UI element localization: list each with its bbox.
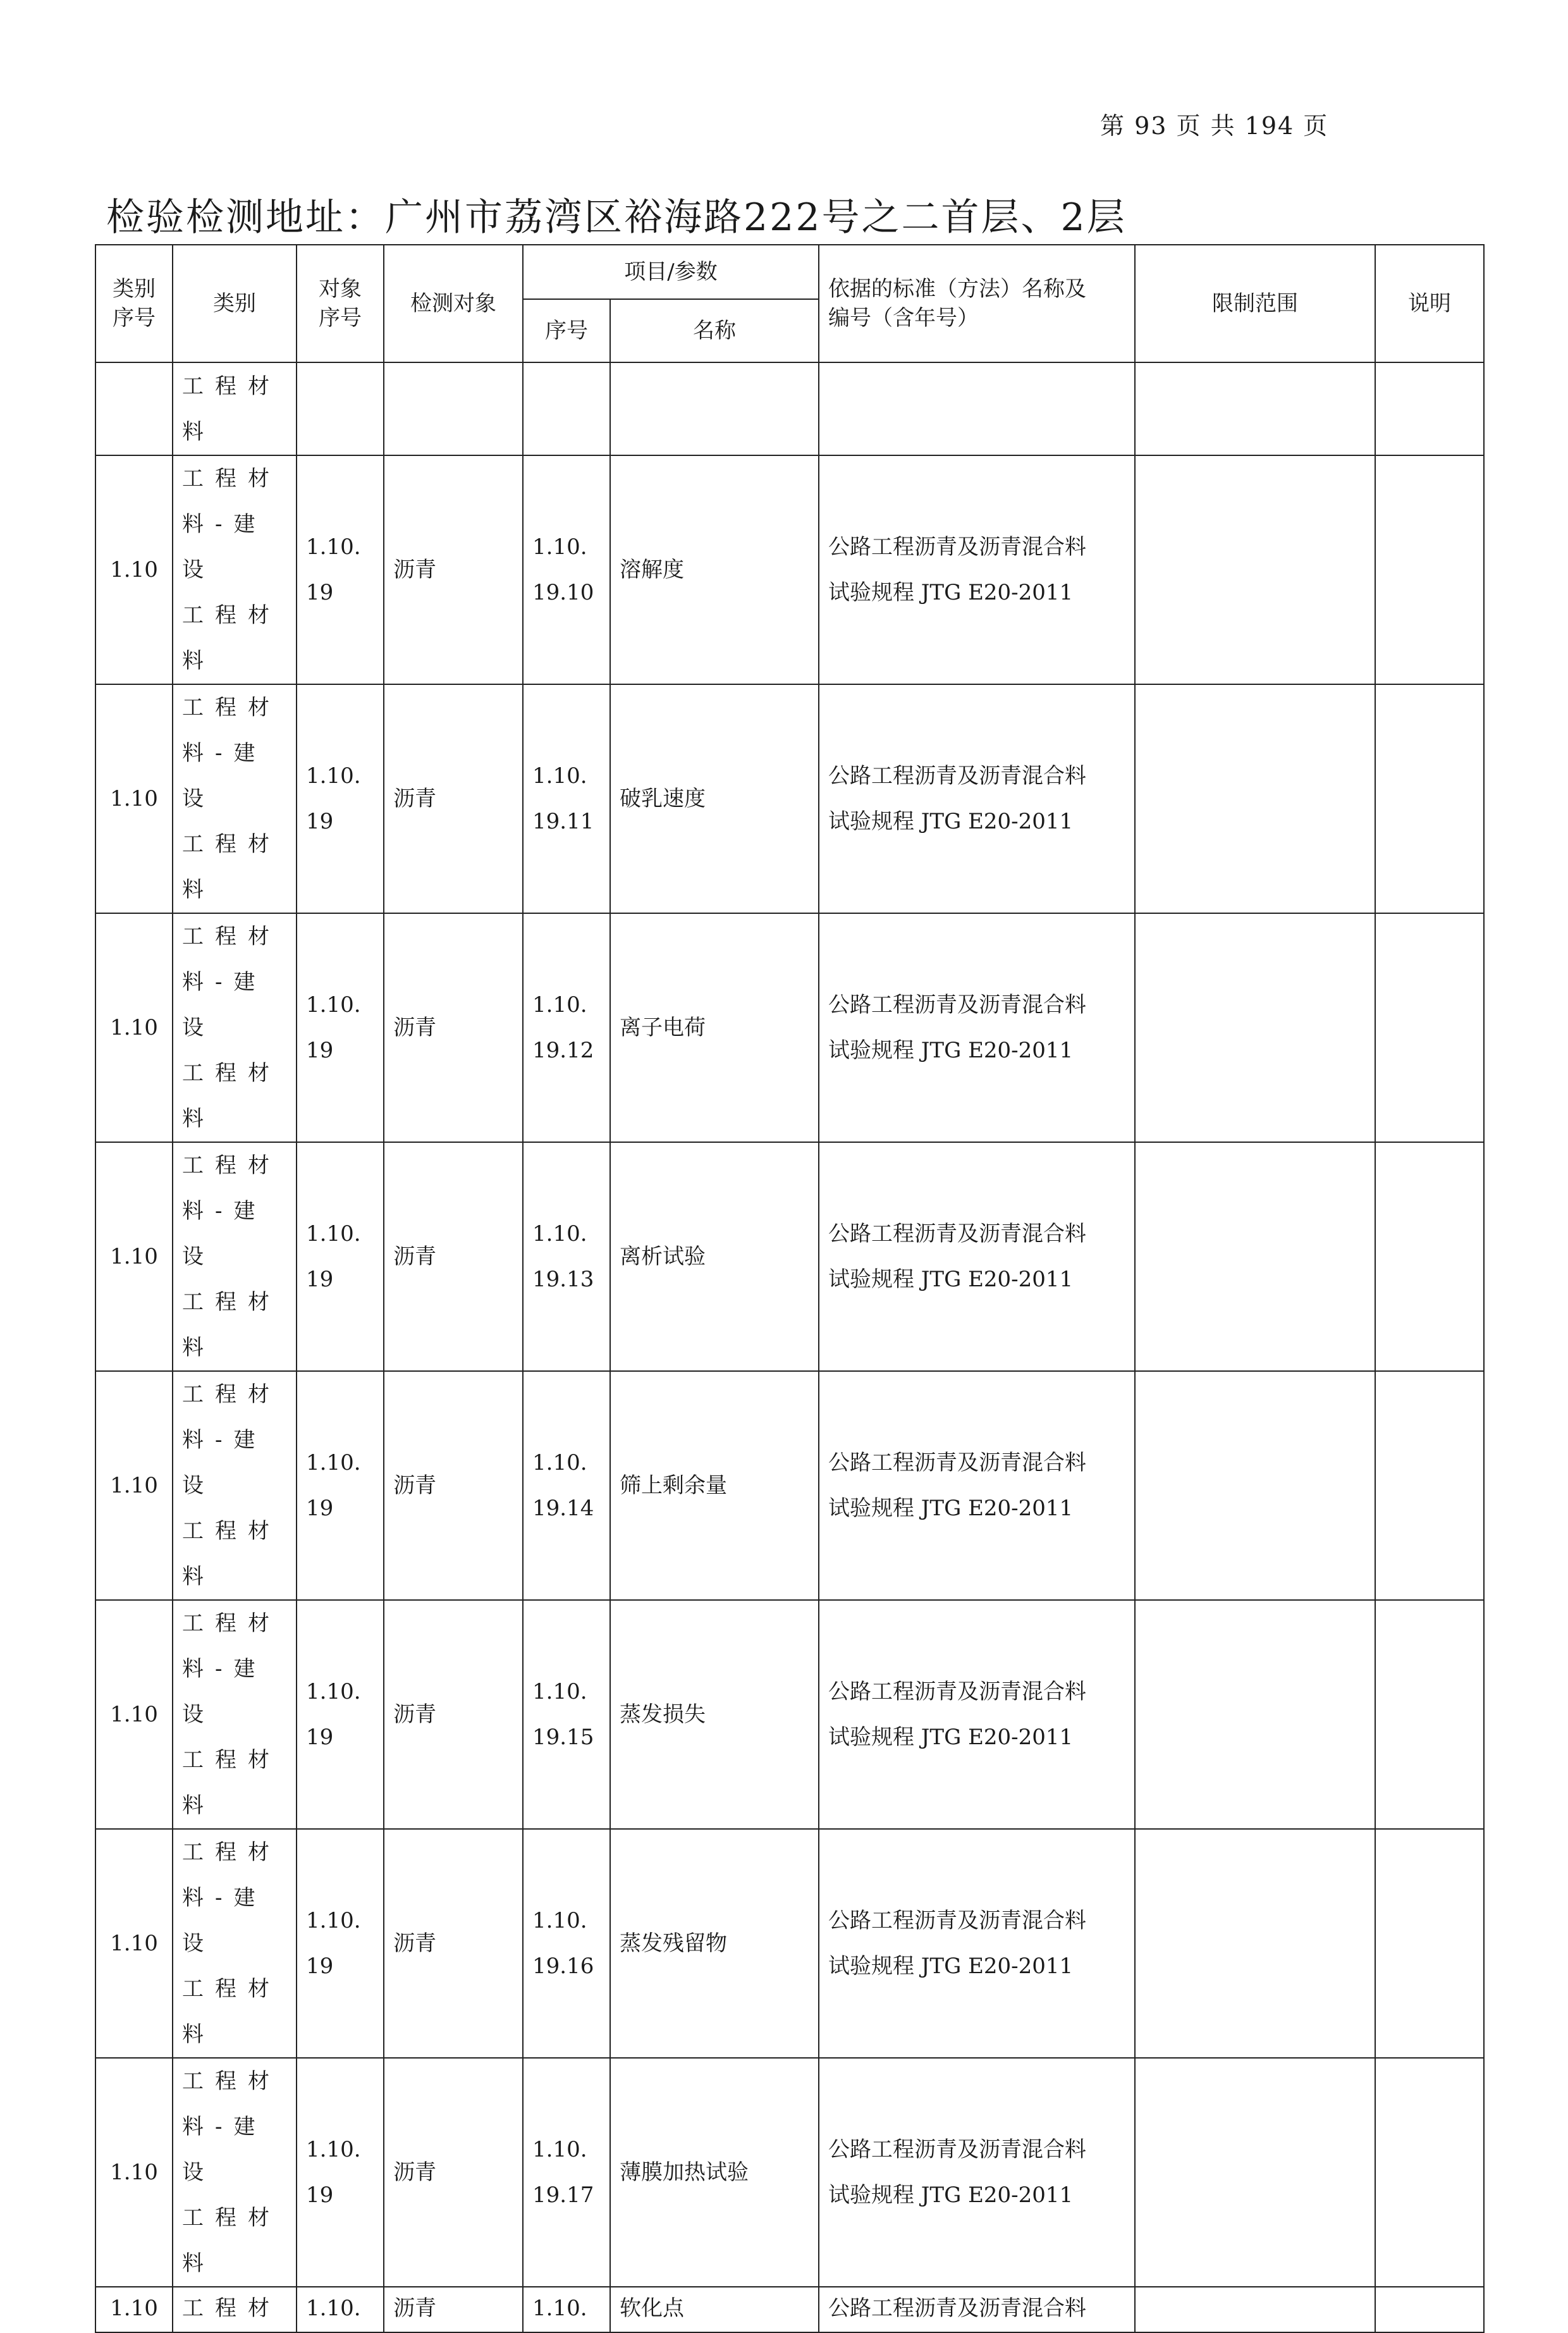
cell-limit bbox=[1135, 2058, 1375, 2287]
cell-limit bbox=[1135, 1829, 1375, 2058]
cell-standard: 公路工程沥青及沥青混合料 试验规程 JTG E20-2011 bbox=[819, 1371, 1135, 1600]
cell-item-name: 薄膜加热试验 bbox=[610, 2058, 819, 2287]
header-object-no: 对象 序号 bbox=[297, 245, 384, 362]
cell-category-no: 1.10 bbox=[95, 1371, 173, 1600]
cell-item-name: 筛上剩余量 bbox=[610, 1371, 819, 1600]
cell-standard bbox=[819, 362, 1135, 455]
cell-category-no: 1.10 bbox=[95, 2058, 173, 2287]
cell-item-no: 1.10. 19.15 bbox=[523, 1600, 610, 1829]
cell-object-no: 1.10. 19 bbox=[297, 1829, 384, 2058]
cell-note bbox=[1375, 913, 1484, 1142]
header-item-param: 项目/参数 bbox=[523, 245, 819, 299]
cell-note bbox=[1375, 1142, 1484, 1371]
table-row bbox=[95, 1371, 1484, 1600]
cell-note bbox=[1375, 455, 1484, 684]
cell-object: 沥青 bbox=[384, 684, 523, 913]
cell-limit bbox=[1135, 2287, 1375, 2332]
cell-object: 沥青 bbox=[384, 1600, 523, 1829]
header-item-no: 序号 bbox=[523, 299, 610, 362]
cell-category-no: 1.10 bbox=[95, 1600, 173, 1829]
table-row bbox=[95, 455, 1484, 684]
cell-item-name: 破乳速度 bbox=[610, 684, 819, 913]
cell-item-no: 1.10. 19.16 bbox=[523, 1829, 610, 2058]
cell-category-no: 1.10 bbox=[95, 455, 173, 684]
cell-category: 工程材 料-建设 工程材 料 bbox=[173, 1829, 297, 2058]
cell-item-no: 1.10. 19.11 bbox=[523, 684, 610, 913]
cell-object bbox=[384, 362, 523, 455]
cell-category: 工程材 料-建设 工程材 料 bbox=[173, 913, 297, 1142]
cell-object-no: 1.10. 19 bbox=[297, 1600, 384, 1829]
cell-note bbox=[1375, 362, 1484, 455]
cell-object: 沥青 bbox=[384, 455, 523, 684]
cell-note bbox=[1375, 2058, 1484, 2287]
cell-object-no: 1.10. bbox=[297, 2287, 384, 2332]
cell-object-no: 1.10. 19 bbox=[297, 1142, 384, 1371]
header-category: 类别 bbox=[173, 245, 297, 362]
cell-item-no: 1.10. bbox=[523, 2287, 610, 2332]
cell-object-no: 1.10. 19 bbox=[297, 684, 384, 913]
cell-item-no: 1.10. 19.14 bbox=[523, 1371, 610, 1600]
header-limit: 限制范围 bbox=[1135, 245, 1375, 362]
cell-item-no: 1.10. 19.12 bbox=[523, 913, 610, 1142]
cell-item-name bbox=[610, 362, 819, 455]
cell-category-no bbox=[95, 362, 173, 455]
cell-category: 工程材 料-建设 工程材 料 bbox=[173, 455, 297, 684]
cell-object: 沥青 bbox=[384, 913, 523, 1142]
cell-standard: 公路工程沥青及沥青混合料 bbox=[819, 2287, 1135, 2332]
cell-category: 工程材 料-建设 工程材 料 bbox=[173, 1371, 297, 1600]
cell-object: 沥青 bbox=[384, 1142, 523, 1371]
cell-standard: 公路工程沥青及沥青混合料 试验规程 JTG E20-2011 bbox=[819, 1600, 1135, 1829]
cell-item-name: 蒸发损失 bbox=[610, 1600, 819, 1829]
header-object: 检测对象 bbox=[384, 245, 523, 362]
cell-limit bbox=[1135, 684, 1375, 913]
header-category-no: 类别 序号 bbox=[95, 245, 173, 362]
cell-standard: 公路工程沥青及沥青混合料 试验规程 JTG E20-2011 bbox=[819, 455, 1135, 684]
header-standard: 依据的标准（方法）名称及 编号（含年号） bbox=[819, 245, 1135, 362]
cell-object: 沥青 bbox=[384, 1371, 523, 1600]
header-row bbox=[95, 245, 1484, 299]
cell-item-name: 离析试验 bbox=[610, 1142, 819, 1371]
cell-item-no: 1.10. 19.17 bbox=[523, 2058, 610, 2287]
cell-item-name: 溶解度 bbox=[610, 455, 819, 684]
cell-note bbox=[1375, 684, 1484, 913]
cell-object: 沥青 bbox=[384, 2058, 523, 2287]
cell-category: 工程材 料-建设 工程材 料 bbox=[173, 1142, 297, 1371]
header-note: 说明 bbox=[1375, 245, 1484, 362]
cell-category-no: 1.10 bbox=[95, 913, 173, 1142]
cell-limit bbox=[1135, 1371, 1375, 1600]
table-row bbox=[95, 1600, 1484, 1829]
cell-object-no: 1.10. 19 bbox=[297, 2058, 384, 2287]
cell-note bbox=[1375, 2287, 1484, 2332]
cell-category-no: 1.10 bbox=[95, 1142, 173, 1371]
cell-note bbox=[1375, 1371, 1484, 1600]
cell-category: 工程材 料-建设 工程材 料 bbox=[173, 684, 297, 913]
cell-object-no bbox=[297, 362, 384, 455]
cell-standard: 公路工程沥青及沥青混合料 试验规程 JTG E20-2011 bbox=[819, 684, 1135, 913]
cell-category: 工程材 料-建设 工程材 料 bbox=[173, 1600, 297, 1829]
cell-category-no: 1.10 bbox=[95, 2287, 173, 2332]
cell-limit bbox=[1135, 1142, 1375, 1371]
cell-limit bbox=[1135, 455, 1375, 684]
table-row bbox=[95, 2058, 1484, 2287]
cell-item-name: 蒸发残留物 bbox=[610, 1829, 819, 2058]
testing-address-title: 检验检测地址：广州市荔湾区裕海路222号之二首层、2层 bbox=[106, 195, 1127, 240]
table-row-continued bbox=[95, 362, 1484, 455]
cell-object: 沥青 bbox=[384, 2287, 523, 2332]
table-row bbox=[95, 913, 1484, 1142]
cell-object-no: 1.10. 19 bbox=[297, 455, 384, 684]
page-number: 第 93 页 共 194 页 bbox=[1100, 112, 1329, 140]
cell-standard: 公路工程沥青及沥青混合料 试验规程 JTG E20-2011 bbox=[819, 2058, 1135, 2287]
testing-scope-table bbox=[95, 244, 1485, 2333]
table-row bbox=[95, 1829, 1484, 2058]
cell-limit bbox=[1135, 1600, 1375, 1829]
cell-item-name: 软化点 bbox=[610, 2287, 819, 2332]
cell-note bbox=[1375, 1600, 1484, 1829]
cell-item-name: 离子电荷 bbox=[610, 913, 819, 1142]
table-row bbox=[95, 1142, 1484, 1371]
cell-object-no: 1.10. 19 bbox=[297, 913, 384, 1142]
cell-limit bbox=[1135, 913, 1375, 1142]
cell-standard: 公路工程沥青及沥青混合料 试验规程 JTG E20-2011 bbox=[819, 1142, 1135, 1371]
table-row bbox=[95, 684, 1484, 913]
cell-category: 工程材 料-建设 工程材 料 bbox=[173, 2058, 297, 2287]
header-item-name: 名称 bbox=[610, 299, 819, 362]
cell-category: 工程材 bbox=[173, 2287, 297, 2332]
cell-object: 沥青 bbox=[384, 1829, 523, 2058]
cell-item-no: 1.10. 19.13 bbox=[523, 1142, 610, 1371]
cell-item-no bbox=[523, 362, 610, 455]
cell-category-no: 1.10 bbox=[95, 1829, 173, 2058]
cell-category: 工程材 料 bbox=[173, 362, 297, 455]
cell-standard: 公路工程沥青及沥青混合料 试验规程 JTG E20-2011 bbox=[819, 1829, 1135, 2058]
cell-item-no: 1.10. 19.10 bbox=[523, 455, 610, 684]
cell-standard: 公路工程沥青及沥青混合料 试验规程 JTG E20-2011 bbox=[819, 913, 1135, 1142]
cell-object-no: 1.10. 19 bbox=[297, 1371, 384, 1600]
cell-category-no: 1.10 bbox=[95, 684, 173, 913]
cell-note bbox=[1375, 1829, 1484, 2058]
cell-limit bbox=[1135, 362, 1375, 455]
table-row bbox=[95, 2287, 1484, 2332]
